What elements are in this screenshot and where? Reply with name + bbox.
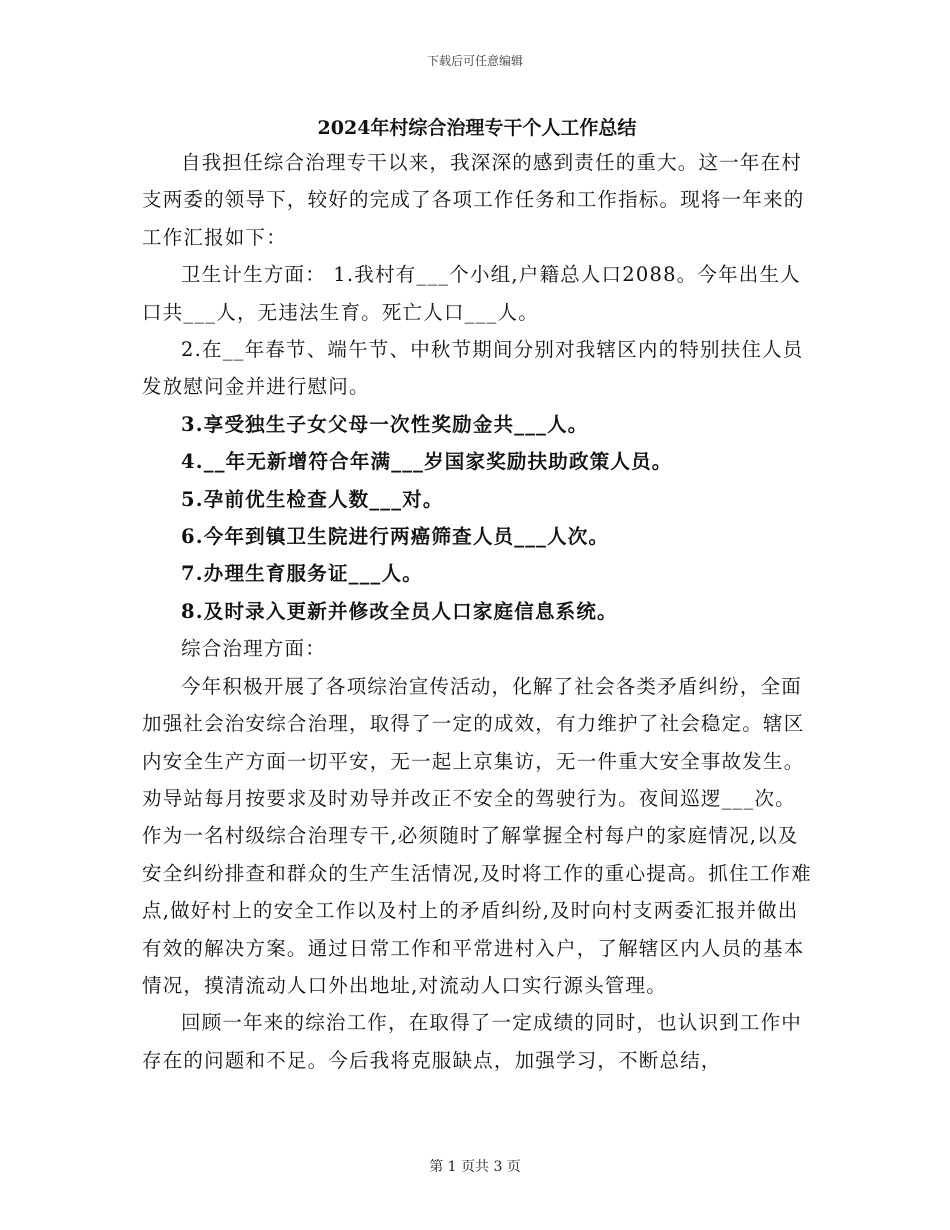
paragraph-health-4: 4.__年无新增符合年满___岁国家奖励扶助政策人员。: [181, 450, 673, 474]
paragraph-health-3: 3.享受独生子女父母一次性奖励金共___人。: [181, 412, 589, 436]
paragraph-health-7: 7.办理生育服务证___人。: [181, 562, 423, 586]
paragraph-health-1: 卫生计生方面： 1.我村有___个小组,户籍总人口2088。今年出生人口共___人，无违法生育。死亡人口___人。: [142, 263, 801, 324]
paragraph-health-5: 5.孕前优生检查人数___对。: [181, 487, 444, 511]
page-number: 第 1 页共 3 页: [429, 1159, 521, 1175]
paragraph-intro: 自我担任综合治理专干以来，我深深的感到责任的重大。这一年在村支两委的领导下，较好的完成了各项工作任务和工作指标。现将一年来的工作汇报如下：: [142, 151, 805, 249]
paragraph-health-8: 8.及时录入更新并修改全员人口家庭信息系统。: [181, 599, 618, 623]
section-heading-governance: 综合治理方面：: [181, 637, 326, 661]
document-body: [142, 112, 812, 1079]
paragraph-review: 回顾一年来的综治工作，在取得了一定成绩的同时，也认识到工作中存在的问题和不足。今后我将克服缺点，加强学习，不断总结，: [142, 1011, 803, 1072]
paragraph-health-2: 2.在__年春节、端午节、中秋节期间分别对我辖区内的特别扶住人员发放慰问金并进行慰问。: [142, 338, 804, 399]
document-title: 2024年村综合治理专干个人工作总结: [317, 117, 637, 139]
page-header-note: 下载后可任意编辑: [426, 54, 523, 68]
paragraph-governance: 今年积极开展了各项综治宣传活动，化解了社会各类矛盾纠纷，全面加强社会治安综合治理，取得了一定的成效，有力维护了社会稳定。辖区内安全生产方面一切平安，无一起上京集访，无一件重大安全事故发生。劝导站每月按要求及时劝导并改正不安全的驾驶行为。夜间巡逻___次。 作为一名村级综合治理专干,必须随时了解掌握全村每户的家庭情况,以及安全纠纷排查和群众的生产生活情况,及时将工作的重心提高。抓住工作难点,做好村上的安全工作以及村上的矛盾纠纷,及时向村支两委汇报并做出有效的解决方案。通过日常工作和平常进村入户，了解辖区内人员的基本情况，摸清流动人口外出地址,对流动人口实行源头管理。: [142, 674, 812, 997]
paragraph-health-6: 6.今年到镇卫生院进行两癌筛查人员___人次。: [181, 525, 610, 549]
